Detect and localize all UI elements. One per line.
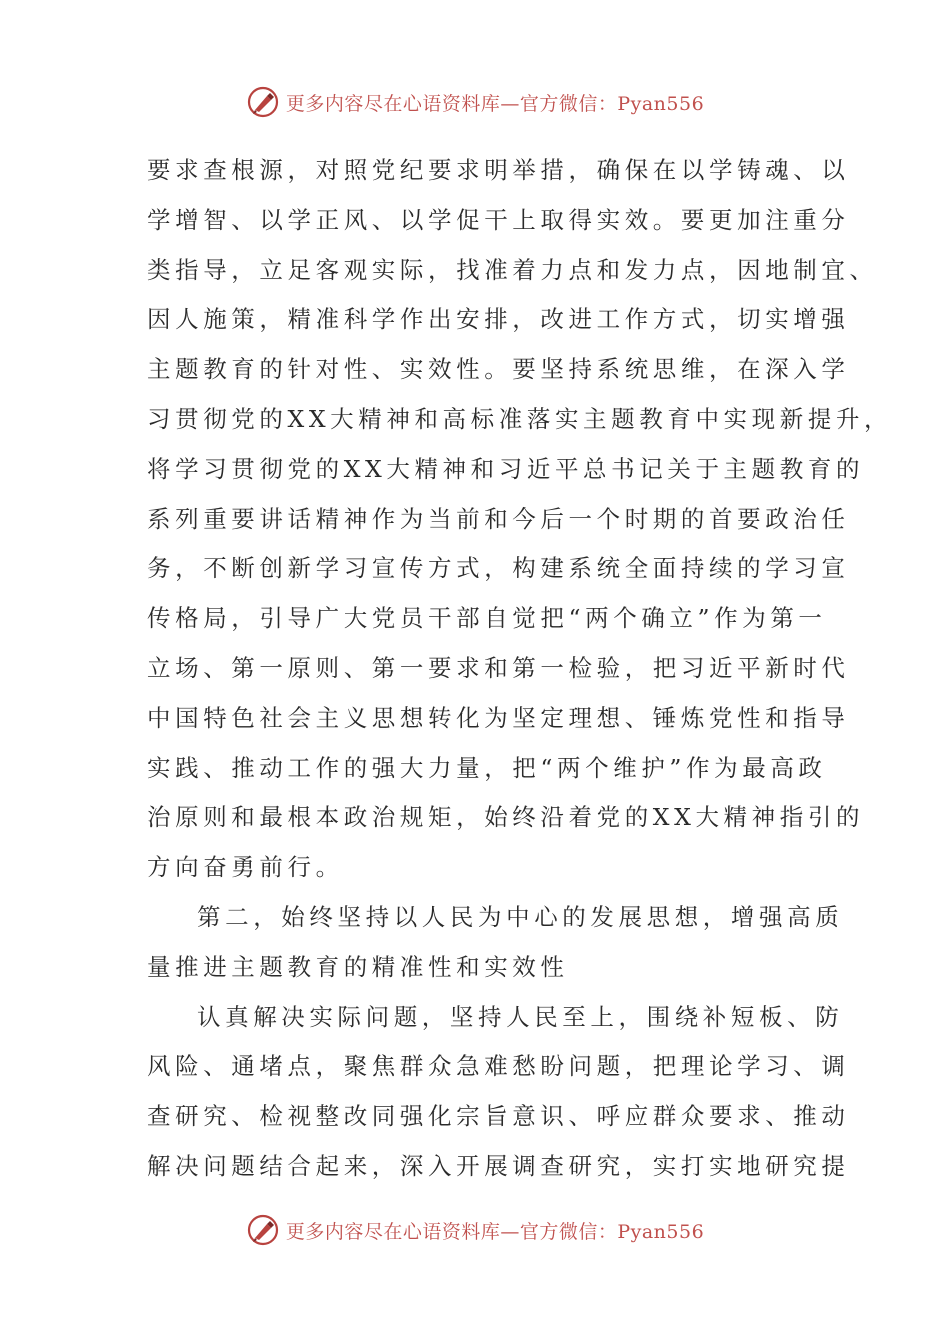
text-line: 认真解决实际问题，坚持人民至上，围绕补短板、防 bbox=[197, 1002, 844, 1031]
text-line: 解决问题结合起来，深入开展调查研究，实打实地研究提 bbox=[147, 1151, 850, 1180]
text-line: 习贯彻党的XX大精神和高标准落实主题教育中实现新提升， bbox=[147, 404, 893, 433]
text-line: 方向奋勇前行。 bbox=[147, 853, 344, 882]
header-watermark-text: 更多内容尽在心语资料库—官方微信：Pyan556 bbox=[285, 92, 705, 115]
header-watermark bbox=[0, 82, 950, 122]
text-line: 学增智、以学正风、以学促干上取得实效。要更加注重分 bbox=[147, 205, 850, 234]
text-line: 风险、通堵点，聚焦群众急难愁盼问题，把理论学习、调 bbox=[147, 1052, 850, 1081]
document-body bbox=[147, 146, 893, 1192]
text-line: 查研究、检视整改同强化宗旨意识、呼应群众要求、推动 bbox=[147, 1102, 850, 1131]
text-line: 传格局，引导广大党员干部自觉把“两个确立”作为第一 bbox=[147, 604, 827, 633]
text-line: 治原则和最根本政治规矩，始终沿着党的XX大精神指引的 bbox=[147, 803, 865, 832]
text-line: 因人施策，精准科学作出安排，改进工作方式，切实增强 bbox=[147, 305, 850, 334]
text-line: 主题教育的针对性、实效性。要坚持系统思维，在深入学 bbox=[147, 355, 850, 384]
text-line: 中国特色社会主义思想转化为坚定理想、锤炼党性和指导 bbox=[147, 703, 850, 732]
pen-logo-icon bbox=[246, 85, 280, 119]
footer-watermark bbox=[0, 1210, 950, 1250]
text-line: 实践、推动工作的强大力量，把“两个维护”作为最高政 bbox=[147, 753, 827, 782]
text-line: 系列重要讲话精神作为当前和今后一个时期的首要政治任 bbox=[147, 504, 850, 533]
section-heading-line: 量推进主题教育的精准性和实效性 bbox=[147, 952, 569, 981]
section-heading-line: 第二，始终坚持以人民为中心的发展思想，增强高质 bbox=[197, 902, 844, 931]
footer-watermark-text: 更多内容尽在心语资料库—官方微信：Pyan556 bbox=[285, 1220, 705, 1243]
text-line: 将学习贯彻党的XX大精神和习近平总书记关于主题教育的 bbox=[147, 454, 865, 483]
text-line: 务，不断创新学习宣传方式，构建系统全面持续的学习宣 bbox=[147, 554, 850, 583]
text-line: 要求查根源，对照党纪要求明举措，确保在以学铸魂、以 bbox=[147, 156, 850, 184]
pen-logo-icon bbox=[246, 1213, 280, 1247]
text-line: 立场、第一原则、第一要求和第一检验，把习近平新时代 bbox=[147, 653, 850, 682]
text-line: 类指导，立足客观实际，找准着力点和发力点，因地制宜、 bbox=[147, 255, 878, 284]
